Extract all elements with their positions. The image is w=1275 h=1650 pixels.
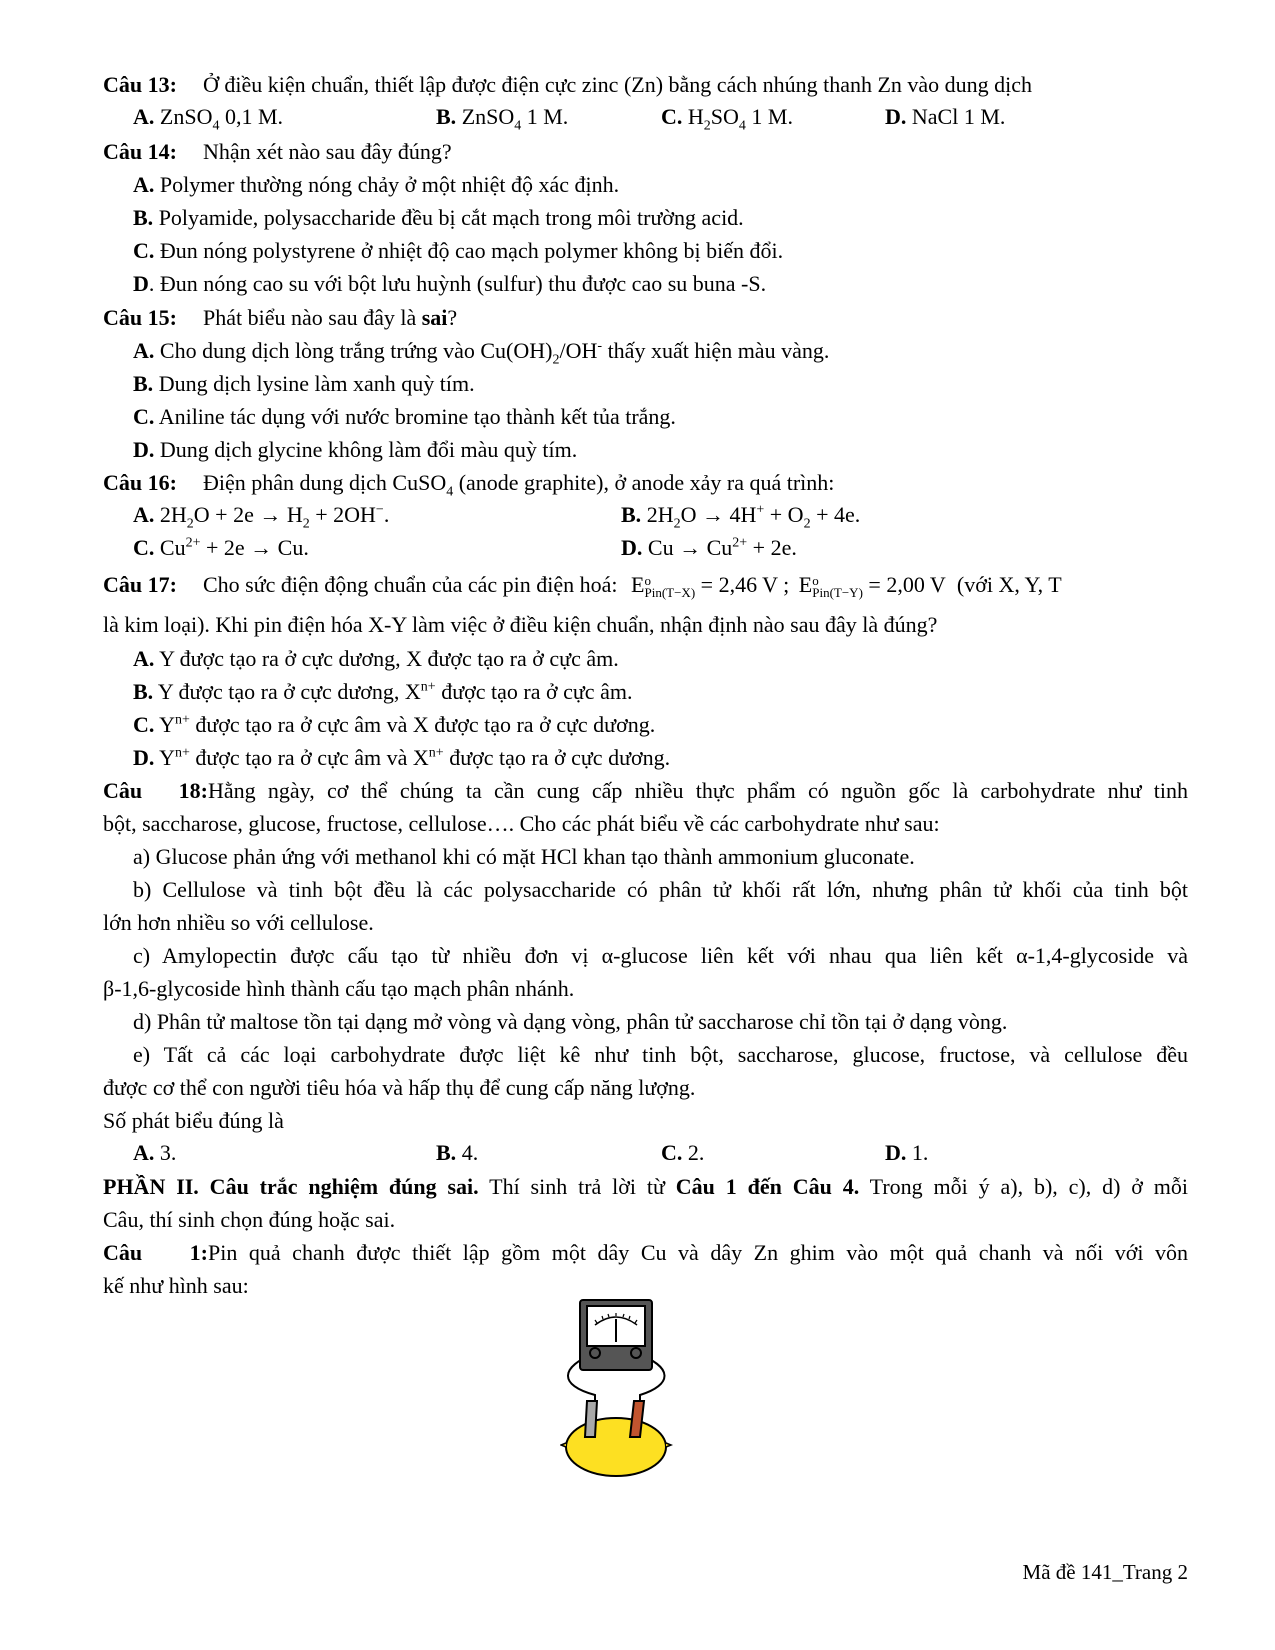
- q18-statement-d: d) Phân tử maltose tồn tại dạng mở vòng và dạng vòng, phân tử saccharose chỉ tồn tại ở dạng vòng.: [133, 1009, 1008, 1034]
- q18-option-b[interactable]: B. 4.: [436, 1140, 479, 1165]
- page-footer: Mã đề 141_Trang 2: [1022, 1560, 1188, 1584]
- q16-label: Câu 16:: [103, 470, 177, 495]
- q18-statement-e-cont: được cơ thể con người tiêu hóa và hấp thụ để cung cấp năng lượng.: [103, 1075, 696, 1100]
- q14-option-d[interactable]: D. Đun nóng cao su với bột lưu huỳnh (sulfur) thu được cao su buna -S.: [133, 271, 767, 296]
- q13-stem: [103, 71, 1188, 99]
- q17-stem: Câu 17: Cho sức điện động chuẩn của các pin điện hoá: E o Pin(T−X) = 2,46 V ; E o Pin(T−Y) = 2,00 V (với X, Y, T: [103, 572, 1062, 600]
- q18-count-prompt: Số phát biểu đúng là: [103, 1108, 284, 1133]
- lemon-battery-figure: [560, 1295, 720, 1490]
- q16-stem: Câu 16: Điện phân dung dịch CuSO$_4$ (anode graphite), ở anode xảy ra quá trình:: [103, 470, 835, 500]
- q18-option-a[interactable]: A. 3.: [133, 1140, 177, 1165]
- q18-statement-b-cont: lớn hơn nhiều so với cellulose.: [103, 910, 374, 935]
- q14-text: Nhận xét nào sau đây đúng?: [203, 139, 452, 164]
- lemon: [566, 1418, 666, 1476]
- q15-option-c[interactable]: C. Aniline tác dụng với nước bromine tạo thành kết tủa trắng.: [133, 404, 676, 429]
- q18-stem-line2: bột, saccharose, glucose, fructose, cellulose…. Cho các phát biểu về các carbohydrate như sau:: [103, 811, 940, 836]
- q15-label: Câu 15:: [103, 305, 177, 330]
- zinc-electrode: [585, 1401, 597, 1437]
- p2q1-stem-cont: kế như hình sau:: [103, 1273, 249, 1298]
- q18-statement-c-cont: β-1,6-glycoside hình thành cấu tạo mạch phân nhánh.: [103, 976, 575, 1001]
- q18-option-c[interactable]: C. 2.: [661, 1140, 705, 1165]
- q17-label: Câu 17:: [103, 572, 177, 597]
- q13-option-c[interactable]: C. $H_2SO_4$ 1 M.: [661, 104, 793, 134]
- q15-option-a[interactable]: A. Cho dung dịch lòng trắng trứng vào $Cu(OH)_2/OH^-$ thấy xuất hiện màu vàng.: [133, 338, 830, 368]
- q18-statement-a: a) Glucose phản ứng với methanol khi có mặt HCl khan tạo thành ammonium gluconate.: [133, 844, 915, 869]
- q13-label: Câu 13:: [103, 72, 177, 97]
- q14-option-b[interactable]: B. Polyamide, polysaccharide đều bị cắt mạch trong môi trường acid.: [133, 205, 744, 230]
- q16-options-row2: [133, 535, 1188, 563]
- q15-option-d[interactable]: D. Dung dịch glycine không làm đổi màu quỳ tím.: [133, 437, 578, 462]
- q18-statement-c: c) Amylopectin được cấu tạo từ nhiều đơn vị α-glucose liên kết với nhau qua liên kết α-1,4-glycoside và: [133, 943, 1188, 968]
- q14-stem: [103, 138, 1188, 166]
- q16-options-row1: [133, 502, 1188, 530]
- q14-option-a[interactable]: A. Polymer thường nóng chảy ở một nhiệt độ xác định.: [133, 172, 620, 197]
- terminal-left: [590, 1348, 600, 1358]
- q18-label: Câu 18:: [103, 778, 208, 803]
- q15-stem: Câu 15: Phát biểu nào sau đây là sai?: [103, 305, 458, 330]
- q13-option-a[interactable]: A. ZnSO$_4$ 0,1 M.: [133, 104, 284, 134]
- q15-option-b[interactable]: B. Dung dịch lysine làm xanh quỳ tím.: [133, 371, 475, 396]
- q16-option-d[interactable]: D. $Cu \to Cu^{2+} + 2e$.: [621, 535, 797, 560]
- q17-option-b[interactable]: B. Y được tạo ra ở cực dương, $X^{n+}$ được tạo ra ở cực âm.: [133, 679, 633, 704]
- q17-option-d[interactable]: D. $Y^{n+}$ được tạo ra ở cực âm và $X^{n+}$ được tạo ra ở cực dương.: [133, 745, 671, 770]
- q16-option-c[interactable]: C. $Cu^{2+} + 2e \to Cu$.: [133, 535, 309, 560]
- terminal-right: [631, 1348, 641, 1358]
- q16-option-b[interactable]: B. $2H_2O \to 4H^+ + O_2 + 4e$.: [621, 502, 861, 532]
- q17-stem-cont: là kim loại). Khi pin điện hóa X-Y làm việc ở điều kiện chuẩn, nhận định nào sau đây là đúng?: [103, 612, 938, 637]
- q18-statement-e: e) Tất cả các loại carbohydrate được liệt kê như tinh bột, saccharose, glucose, fructose, và cellulose đều: [133, 1042, 1188, 1067]
- q13-text: Ở điều kiện chuẩn, thiết lập được điện cực zinc (Zn) bằng cách nhúng thanh Zn vào dung dịch: [203, 72, 1033, 97]
- p2q1-stem: Câu 1:Pin quả chanh được thiết lập gồm một dây Cu và dây Zn ghim vào một quả chanh và nối với vôn: [103, 1240, 1188, 1265]
- q13-option-b[interactable]: B. ZnSO$_4$ 1 M.: [436, 104, 569, 134]
- p2q1-label: Câu 1:: [103, 1240, 208, 1265]
- part2-instructions-cont: Câu, thí sinh chọn đúng hoặc sai.: [103, 1207, 396, 1232]
- part2-title: PHẦN II. Câu trắc nghiệm đúng sai.: [103, 1174, 479, 1199]
- q17-option-c[interactable]: C. $Y^{n+}$ được tạo ra ở cực âm và X được tạo ra ở cực dương.: [133, 712, 656, 737]
- part2-heading: PHẦN II. Câu trắc nghiệm đúng sai. Thí sinh trả lời từ Câu 1 đến Câu 4. Trong mỗi ý a), b), c), d) ở mỗi: [103, 1174, 1188, 1199]
- q18-stem-line1: Câu 18:Hằng ngày, cơ thể chúng ta cần cung cấp nhiều thực phẩm có nguồn gốc là carbohydrate như tinh: [103, 778, 1188, 803]
- emf-tx: E o Pin(T−X) = 2,46 V ;: [631, 572, 790, 600]
- q18-option-d[interactable]: D. 1.: [885, 1140, 929, 1165]
- q14-label: Câu 14:: [103, 139, 177, 164]
- emf-ty: E o Pin(T−Y) = 2,00 V: [798, 572, 946, 600]
- q17-option-a[interactable]: A. Y được tạo ra ở cực dương, X được tạo ra ở cực âm.: [133, 646, 619, 671]
- q14-option-c[interactable]: C. Đun nóng polystyrene ở nhiệt độ cao mạch polymer không bị biến đổi.: [133, 238, 784, 263]
- q13-option-d[interactable]: D. NaCl 1 M.: [885, 104, 1006, 129]
- q16-option-a[interactable]: A. $2H_2O + 2e \to H_2 + 2OH^-$.: [133, 502, 390, 532]
- q18-options: [133, 1140, 1188, 1168]
- q18-statement-b: b) Cellulose và tinh bột đều là các polysaccharide có phân tử khối rất lớn, nhưng phân tử khối của tinh bột: [133, 877, 1188, 902]
- q13-options: [133, 104, 1188, 132]
